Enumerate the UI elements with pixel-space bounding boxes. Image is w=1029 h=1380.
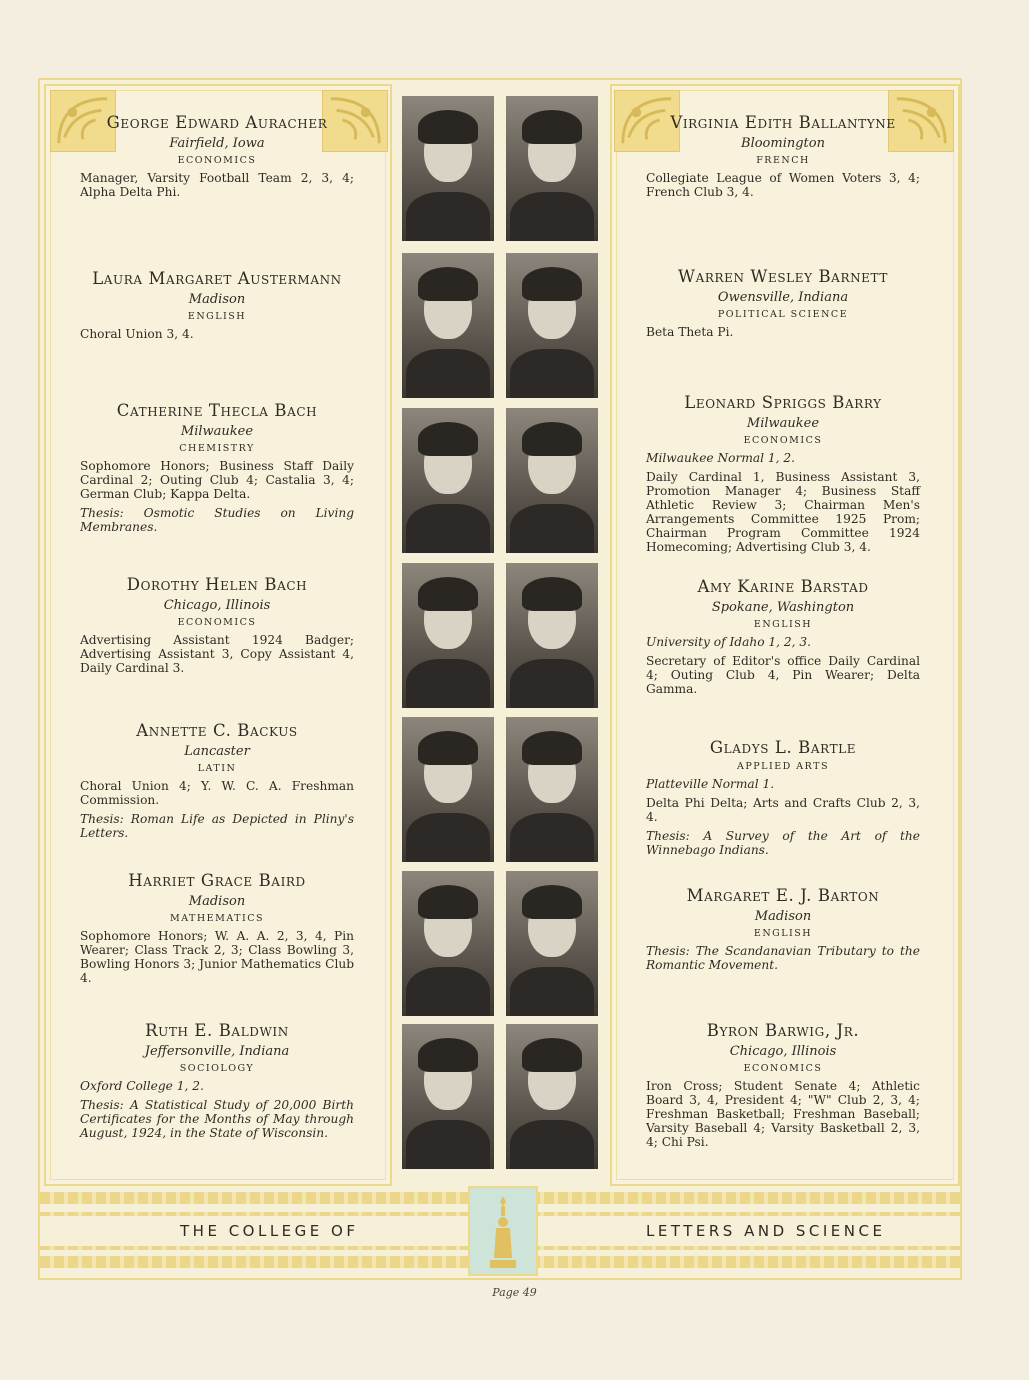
- student-name: Leonard Spriggs Barry: [684, 393, 882, 412]
- hometown: Bloomington: [741, 136, 825, 151]
- hometown: Spokane, Washington: [711, 600, 855, 615]
- portrait-photo: [506, 408, 598, 553]
- activity-list: Manager, Varsity Football Team 2, 3, 4; Alpha Delta Phi.: [80, 171, 354, 199]
- portrait-photo: [506, 253, 598, 398]
- activity-note-italic: Platteville Normal 1.: [646, 777, 775, 791]
- footer-left-text: THE COLLEGE OF: [180, 1222, 359, 1240]
- student-name: Amy Karine Barstad: [697, 577, 869, 596]
- activity-note-italic: Thesis: A Survey of the Art of the Winnebago Indians.: [646, 829, 920, 857]
- portrait-photo: [506, 717, 598, 862]
- major: POLITICAL SCIENCE: [717, 309, 849, 320]
- right-entry-1: [646, 268, 920, 339]
- portrait-photo: [402, 717, 494, 862]
- major: ECONOMICS: [743, 1063, 823, 1074]
- activity-note-italic: Oxford College 1, 2.: [80, 1079, 204, 1093]
- hometown: Milwaukee: [180, 424, 254, 439]
- student-name: Gladys L. Bartle: [709, 738, 857, 757]
- activity-note-italic: Thesis: Roman Life as Depicted in Pliny's Letters.: [80, 812, 354, 840]
- portrait-photo: [506, 563, 598, 708]
- major: SOCIOLOGY: [179, 1063, 255, 1074]
- major: ECONOMICS: [177, 617, 257, 628]
- student-name: Dorothy Helen Bach: [126, 575, 308, 594]
- portrait-photo: [402, 408, 494, 553]
- hometown: Owensville, Indiana: [717, 290, 849, 305]
- left-entry-0: [80, 114, 354, 199]
- portrait-photo: [402, 871, 494, 1016]
- portrait-photo: [506, 871, 598, 1016]
- activity-list: Sophomore Honors; Business Staff Daily Cardinal 2; Outing Club 4; Castalia 3, 4; German Club; Kappa Delta.: [80, 459, 354, 501]
- right-entry-4: [646, 739, 920, 857]
- hometown: Lancaster: [184, 744, 250, 759]
- student-name: Virginia Edith Ballantyne: [670, 113, 896, 132]
- major: FRENCH: [756, 155, 810, 166]
- activity-note-italic: Thesis: The Scandanavian Tributary to the Romantic Movement.: [646, 944, 920, 972]
- portrait-photo: [506, 96, 598, 241]
- right-entry-3: [646, 578, 920, 696]
- major: ENGLISH: [187, 311, 247, 322]
- student-name: Margaret E. J. Barton: [686, 886, 880, 905]
- left-entry-5: [80, 872, 354, 985]
- portrait-photo: [402, 253, 494, 398]
- hometown: Jeffersonville, Indiana: [144, 1044, 290, 1059]
- student-name: Laura Margaret Austermann: [92, 269, 342, 288]
- activity-list: Choral Union 4; Y. W. C. A. Freshman Commission.: [80, 779, 354, 807]
- student-name: Harriet Grace Baird: [128, 871, 306, 890]
- left-entry-3: [80, 576, 354, 675]
- student-name: Byron Barwig, Jr.: [706, 1021, 860, 1040]
- activity-list: Advertising Assistant 1924 Badger; Advertising Assistant 3, Copy Assistant 4, Daily Cardinal 3.: [80, 633, 354, 675]
- activity-list: Choral Union 3, 4.: [80, 327, 194, 341]
- hometown: Milwaukee: [746, 416, 820, 431]
- left-entry-4: [80, 722, 354, 840]
- student-name: Catherine Thecla Bach: [116, 401, 318, 420]
- major: LATIN: [197, 763, 237, 774]
- student-name: Annette C. Backus: [136, 721, 298, 740]
- right-entry-2: [646, 394, 920, 554]
- student-name: George Edward Auracher: [106, 113, 328, 132]
- student-name: Ruth E. Baldwin: [145, 1021, 289, 1040]
- portrait-photo: [506, 1024, 598, 1169]
- major: CHEMISTRY: [179, 443, 255, 454]
- portrait-photo: [402, 563, 494, 708]
- student-name: Warren Wesley Barnett: [678, 267, 888, 286]
- activity-note-italic: University of Idaho 1, 2, 3.: [646, 635, 812, 649]
- major: APPLIED ARTS: [737, 761, 829, 772]
- activity-list: Iron Cross; Student Senate 4; Athletic Board 3, 4, President 4; "W" Club 2, 3, 4; Freshman Basketball; Freshman Baseball; Varsity Baseball 4; Varsity Basketball 2, 3, 4; Chi Psi.: [646, 1079, 920, 1149]
- activity-list: Sophomore Honors; W. A. A. 2, 3, 4, Pin Wearer; Class Track 2, 3; Class Bowling 3, Bowling Honors 3; Junior Mathematics Club 4.: [80, 929, 354, 985]
- torch-bearer-emblem: [468, 1186, 538, 1276]
- left-entry-6: [80, 1022, 354, 1140]
- left-entry-1: [80, 270, 354, 341]
- activity-note-italic: Thesis: A Statistical Study of 20,000 Birth Certificates for the Months of May through August, 1924, in the State of Wisconsin.: [80, 1098, 354, 1140]
- activity-list: Collegiate League of Women Voters 3, 4; French Club 3, 4.: [646, 171, 920, 199]
- activity-list: Secretary of Editor's office Daily Cardinal 4; Outing Club 4, Pin Wearer; Delta Gamma.: [646, 654, 920, 696]
- footer-right-text: LETTERS AND SCIENCE: [646, 1222, 886, 1240]
- right-entry-6: [646, 1022, 920, 1149]
- activity-list: Daily Cardinal 1, Business Assistant 3, Promotion Manager 4; Business Staff Athletic Review 3; Chairman Men's Arrangements Committee 1925 Prom; Chairman Program Committee 1924 Homecoming; Advertising Club 3, 4.: [646, 470, 920, 554]
- activity-note-italic: Thesis: Osmotic Studies on Living Membranes.: [80, 506, 354, 534]
- hometown: Madison: [188, 894, 246, 909]
- right-entry-0: [646, 114, 920, 199]
- portrait-photo: [402, 1024, 494, 1169]
- hometown: Madison: [754, 909, 812, 924]
- hometown: Fairfield, Iowa: [169, 136, 265, 151]
- page-number: Page 49: [492, 1286, 537, 1299]
- major: ENGLISH: [753, 928, 813, 939]
- major: ENGLISH: [753, 619, 813, 630]
- hometown: Madison: [188, 292, 246, 307]
- hometown: Chicago, Illinois: [729, 1044, 837, 1059]
- portrait-photo: [402, 96, 494, 241]
- major: ECONOMICS: [743, 435, 823, 446]
- hometown: Chicago, Illinois: [163, 598, 271, 613]
- major: ECONOMICS: [177, 155, 257, 166]
- major: MATHEMATICS: [169, 913, 265, 924]
- right-entry-5: [646, 887, 920, 972]
- activity-list: Beta Theta Pi.: [646, 325, 734, 339]
- activity-note-italic: Milwaukee Normal 1, 2.: [646, 451, 796, 465]
- left-entry-2: [80, 402, 354, 534]
- activity-list: Delta Phi Delta; Arts and Crafts Club 2, 3, 4.: [646, 796, 920, 824]
